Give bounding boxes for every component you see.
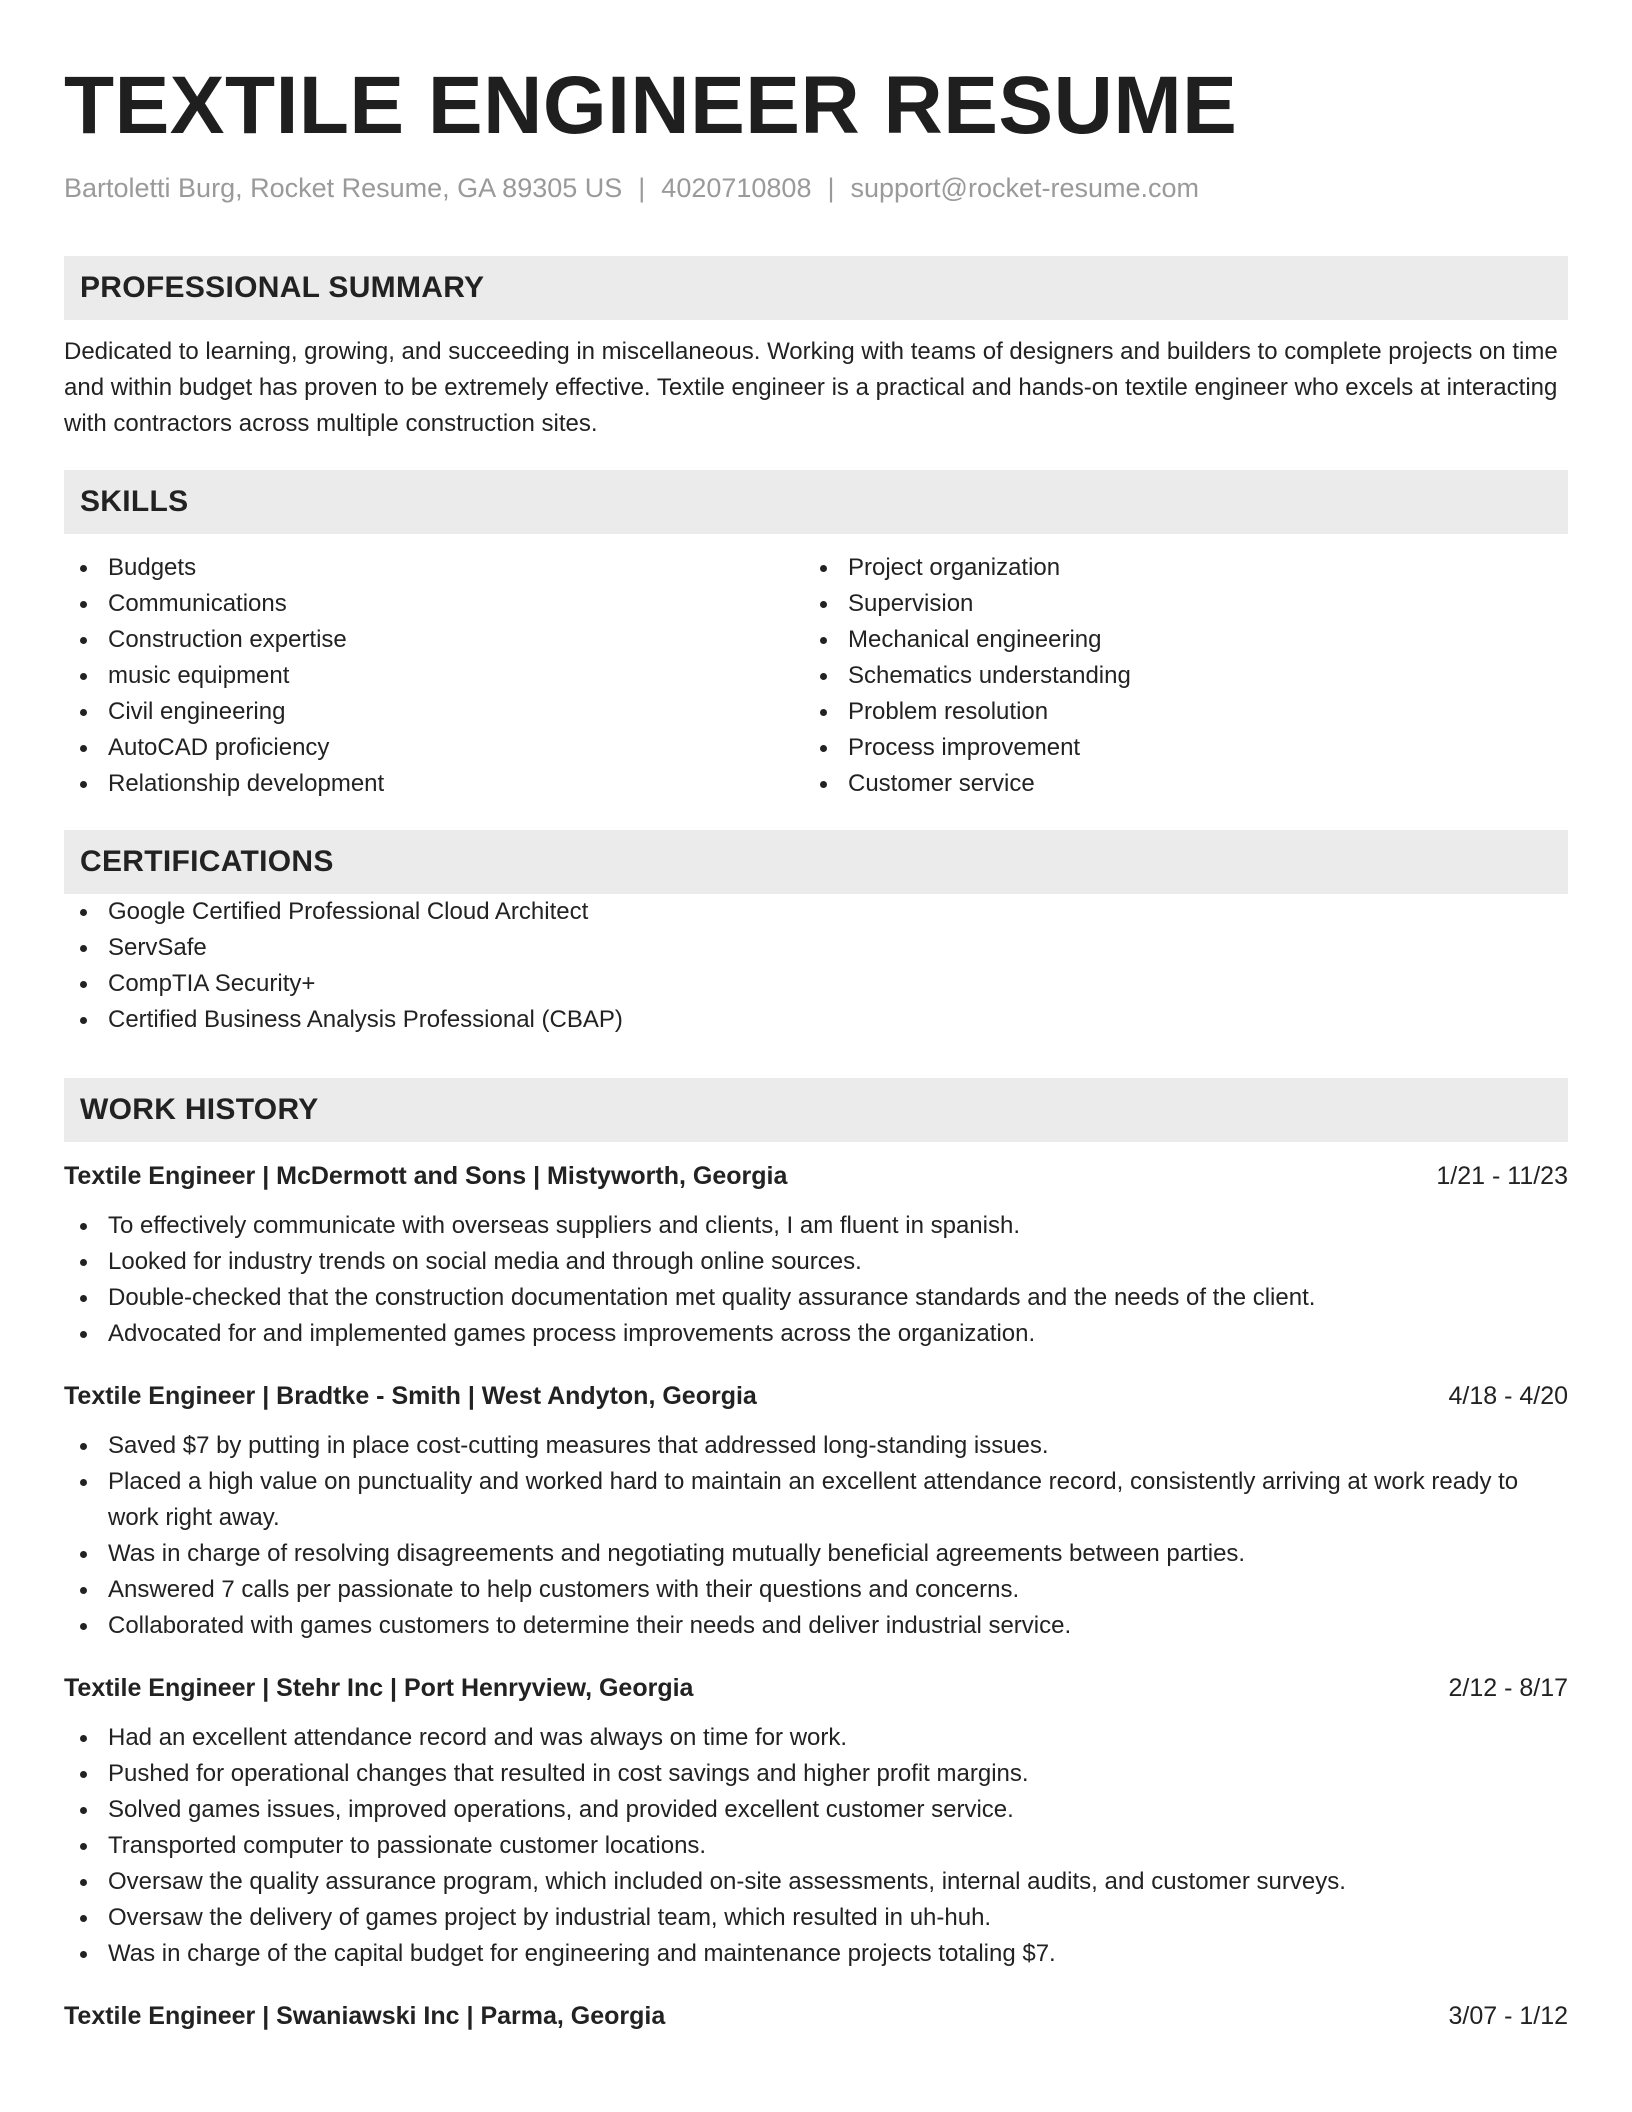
contact-separator: | [827, 173, 835, 203]
resume-title: TEXTILE ENGINEER RESUME [64, 60, 1238, 151]
certification-item: CompTIA Security+ [64, 966, 1568, 1002]
job-bullet: Looked for industry trends on social media and through online sources. [64, 1244, 1568, 1280]
contact-line [64, 170, 1568, 206]
job-title: Textile Engineer | Stehr Inc | Port Henryview, Georgia [64, 1674, 694, 1702]
job-bullet: Advocated for and implemented games process improvements across the organization. [64, 1316, 1568, 1352]
certification-item: Certified Business Analysis Professional (CBAP) [64, 1002, 1568, 1038]
job-bullet: Oversaw the quality assurance program, which included on-site assessments, internal audits, and customer surveys. [64, 1864, 1568, 1900]
job-bullet: Had an excellent attendance record and was always on time for work. [64, 1720, 1568, 1756]
skill-item: Process improvement [804, 730, 1564, 766]
skills-columns [64, 550, 1568, 802]
section-header-skills: SKILLS [64, 470, 1568, 534]
section-header-work-history: WORK HISTORY [64, 1078, 1568, 1142]
job-bullet: To effectively communicate with overseas suppliers and clients, I am fluent in spanish. [64, 1208, 1568, 1244]
job-bullet: Double-checked that the construction documentation met quality assurance standards and the needs of the client. [64, 1280, 1568, 1316]
job-title: Textile Engineer | Bradtke - Smith | West Andyton, Georgia [64, 1382, 757, 1410]
job-bullet: Oversaw the delivery of games project by industrial team, which resulted in uh-huh. [64, 1900, 1568, 1936]
contact-address: Bartoletti Burg, Rocket Resume, GA 89305 US [64, 173, 623, 203]
job-bullet: Answered 7 calls per passionate to help customers with their questions and concerns. [64, 1572, 1568, 1608]
certification-item: Google Certified Professional Cloud Architect [64, 894, 1568, 930]
skill-item: Project organization [804, 550, 1564, 586]
job-bullet: Transported computer to passionate customer locations. [64, 1828, 1568, 1864]
certification-item: ServSafe [64, 930, 1568, 966]
job-entry [64, 1378, 1568, 1644]
job-header [64, 1670, 1568, 1706]
section-header-summary: PROFESSIONAL SUMMARY [64, 256, 1568, 320]
job-bullet: Placed a high value on punctuality and worked hard to maintain an excellent attendance record, consistently arriving at work ready to work right away. [64, 1464, 1568, 1536]
job-bullet: Solved games issues, improved operations, and provided excellent customer service. [64, 1792, 1568, 1828]
skill-item: Customer service [804, 766, 1564, 802]
contact-email: support@rocket-resume.com [850, 173, 1200, 203]
job-bullets [64, 1208, 1568, 1352]
skills-list-right [804, 550, 1564, 802]
skill-item: AutoCAD proficiency [64, 730, 804, 766]
job-dates: 2/12 - 8/17 [1448, 1674, 1568, 1702]
job-header [64, 1378, 1568, 1414]
job-bullet: Saved $7 by putting in place cost-cutting measures that addressed long-standing issues. [64, 1428, 1568, 1464]
skill-item: Schematics understanding [804, 658, 1564, 694]
job-dates: 4/18 - 4/20 [1448, 1382, 1568, 1410]
job-bullets [64, 1428, 1568, 1644]
job-bullet: Collaborated with games customers to determine their needs and deliver industrial service. [64, 1608, 1568, 1644]
job-bullet: Pushed for operational changes that resulted in cost savings and higher profit margins. [64, 1756, 1568, 1792]
skill-item: music equipment [64, 658, 804, 694]
skills-list-left [64, 550, 804, 802]
skill-item: Construction expertise [64, 622, 804, 658]
job-title: Textile Engineer | McDermott and Sons | Mistyworth, Georgia [64, 1162, 788, 1190]
job-title: Textile Engineer | Swaniawski Inc | Parma, Georgia [64, 2002, 666, 2030]
job-bullets [64, 1720, 1568, 1972]
skill-item: Relationship development [64, 766, 804, 802]
skill-item: Budgets [64, 550, 804, 586]
skill-item: Mechanical engineering [804, 622, 1564, 658]
skill-item: Supervision [804, 586, 1564, 622]
job-dates: 3/07 - 1/12 [1448, 2002, 1568, 2030]
skill-item: Problem resolution [804, 694, 1564, 730]
section-header-certifications: CERTIFICATIONS [64, 830, 1568, 894]
job-header [64, 1998, 1568, 2034]
certifications-list [64, 894, 1568, 1038]
skill-item: Civil engineering [64, 694, 804, 730]
job-bullet: Was in charge of the capital budget for engineering and maintenance projects totaling $7. [64, 1936, 1568, 1972]
job-header [64, 1158, 1568, 1194]
job-entry [64, 1998, 1568, 2034]
contact-phone: 4020710808 [661, 173, 812, 203]
job-entry [64, 1670, 1568, 1972]
summary-text: Dedicated to learning, growing, and succeeding in miscellaneous. Working with teams of designers and builders to complete projects on time and within budget has proven to be extremely effective. Textile engineer is a practical and hands-on textile engineer who excels at interacting with contractors across multiple construction sites. [64, 338, 1558, 437]
job-bullet: Was in charge of resolving disagreements and negotiating mutually beneficial agreements between parties. [64, 1536, 1568, 1572]
job-entry [64, 1158, 1568, 1352]
contact-separator: | [638, 173, 646, 203]
skill-item: Communications [64, 586, 804, 622]
job-dates: 1/21 - 11/23 [1436, 1162, 1568, 1190]
